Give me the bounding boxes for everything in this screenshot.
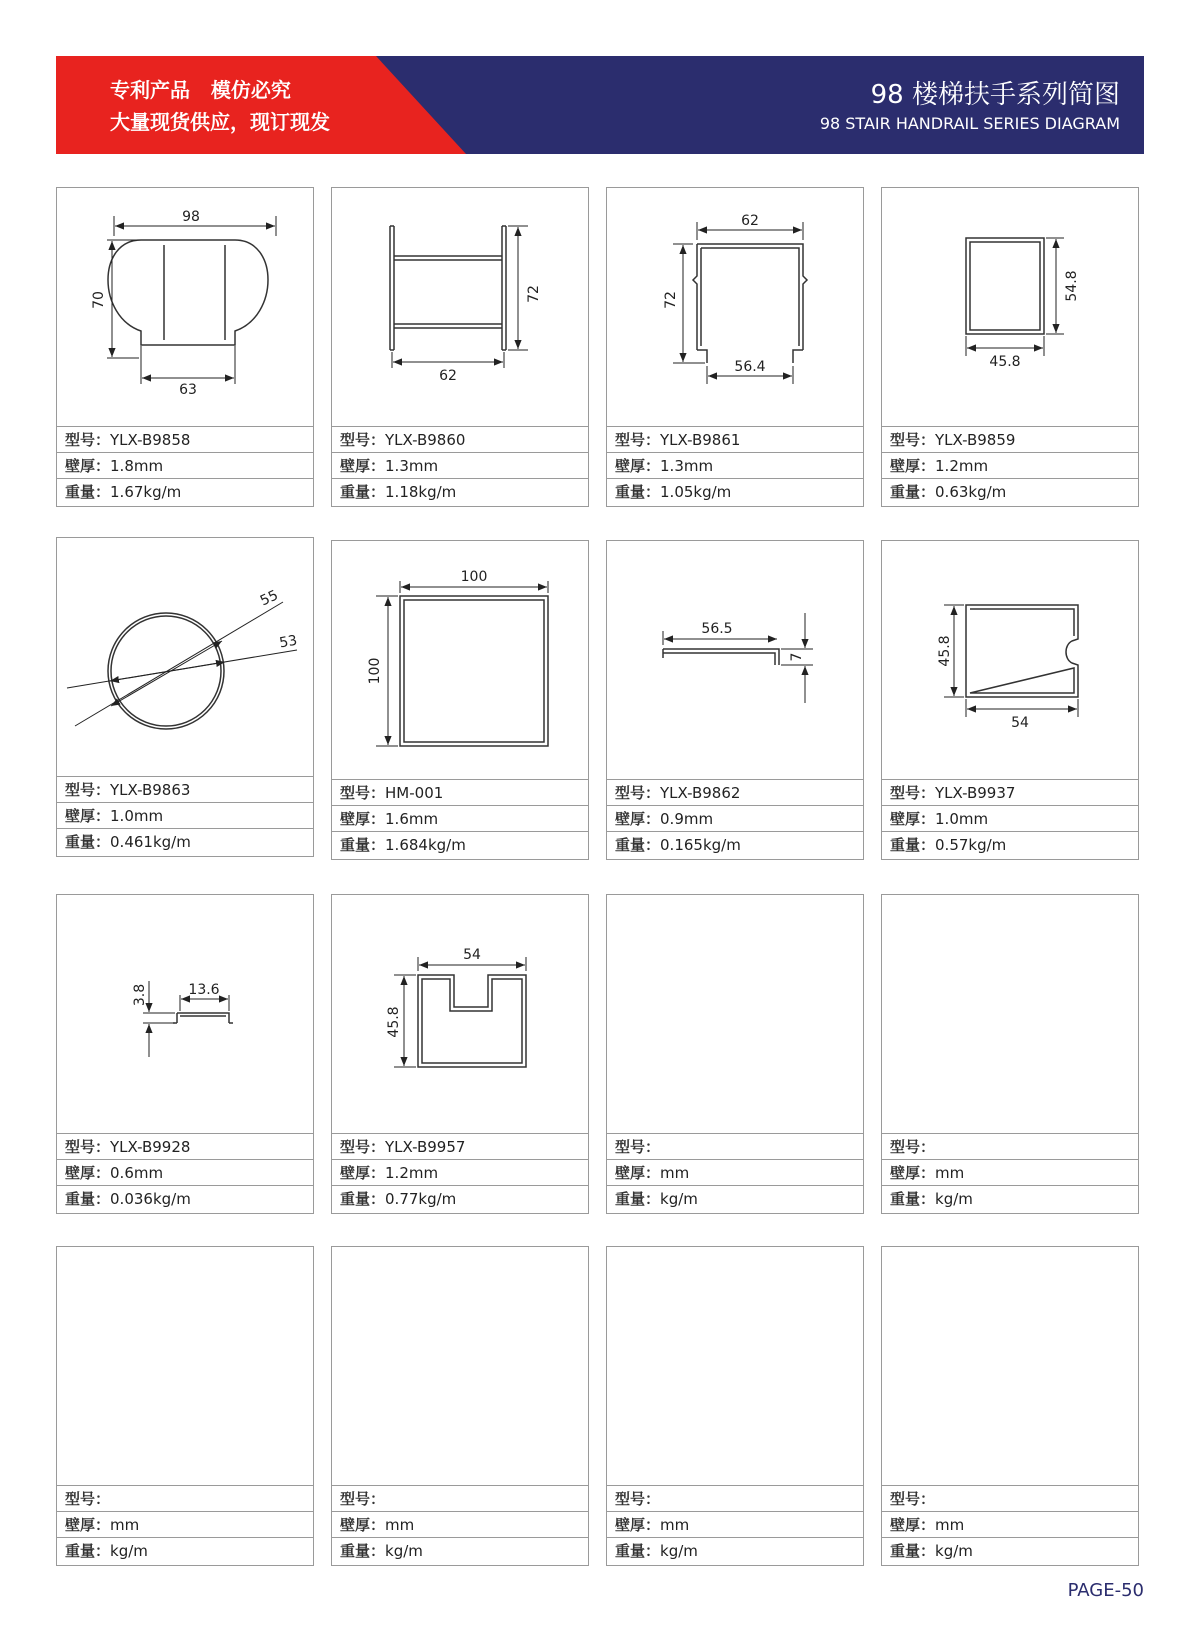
profile-drawing-empty (882, 895, 1138, 1133)
weight-value: 1.67kg/m (110, 483, 182, 501)
model-value: HM-001 (385, 784, 444, 802)
thickness-value: 1.3mm (660, 457, 714, 475)
thickness-value: 1.0mm (935, 810, 989, 828)
thickness-value: mm (385, 1516, 415, 1534)
thickness-row: 壁厚：mm (607, 1511, 863, 1537)
thickness-row: 壁厚：0.9mm (607, 805, 863, 831)
weight-row: 重量：0.036kg/m (57, 1185, 313, 1211)
product-card-9 (56, 894, 314, 1214)
thickness-row: 壁厚：1.6mm (332, 805, 588, 831)
profile-drawing-b9937 (882, 541, 1138, 779)
weight-row: 重量：1.684kg/m (332, 831, 588, 857)
thickness-row: 壁厚：1.3mm (332, 452, 588, 478)
weight-value: kg/m (385, 1542, 423, 1560)
product-card-12 (881, 894, 1139, 1214)
dim-height: 7 (789, 652, 805, 662)
model-row: 型号：YLX-B9861 (607, 426, 863, 452)
thickness-row: 壁厚：mm (332, 1511, 588, 1537)
thickness-value: mm (660, 1164, 690, 1182)
thickness-row: 壁厚：1.2mm (332, 1159, 588, 1185)
profile-drawing-b9858 (57, 188, 313, 426)
model-value: YLX-B9957 (385, 1138, 466, 1156)
header-tagline-2: 大量现货供应，现订现发 (110, 110, 330, 134)
header-red-panel (56, 56, 466, 154)
weight-row: 重量：0.461kg/m (57, 828, 313, 854)
weight-value: kg/m (110, 1542, 148, 1560)
page-number: PAGE-50 (1067, 1580, 1144, 1601)
dim-width: 54 (463, 947, 481, 963)
product-card-16 (881, 1246, 1139, 1566)
profile-drawing-empty (607, 1247, 863, 1485)
weight-row: 重量：0.63kg/m (882, 478, 1138, 504)
product-card-6 (331, 540, 589, 860)
weight-value: 1.05kg/m (660, 483, 732, 501)
dim-width: 45.8 (989, 354, 1021, 370)
profile-drawing-empty (607, 895, 863, 1133)
model-value: YLX-B9861 (660, 431, 741, 449)
product-card-1 (56, 187, 314, 507)
dim-height: 72 (526, 285, 542, 303)
dim-height: 45.8 (386, 1006, 402, 1038)
dim-height: 45.8 (937, 635, 953, 667)
header-tagline-1: 专利产品 模仿必究 (110, 78, 291, 102)
weight-value: 0.77kg/m (385, 1190, 457, 1208)
dim-width: 54 (1011, 715, 1029, 731)
product-card-14 (331, 1246, 589, 1566)
dim-width: 13.6 (188, 982, 220, 998)
thickness-value: 0.9mm (660, 810, 714, 828)
weight-row: 重量：kg/m (882, 1537, 1138, 1563)
dim-height: 100 (367, 657, 383, 685)
dim-width: 98 (182, 209, 200, 225)
weight-value: 1.684kg/m (385, 836, 466, 854)
profile-drawing-empty (332, 1247, 588, 1485)
model-row: 型号： (882, 1133, 1138, 1159)
model-row: 型号： (332, 1485, 588, 1511)
model-value: YLX-B9928 (110, 1138, 191, 1156)
dim-height: 3.8 (132, 983, 148, 1007)
thickness-value: 1.2mm (385, 1164, 439, 1182)
profile-drawing-empty (57, 1247, 313, 1485)
weight-row: 重量：1.67kg/m (57, 478, 313, 504)
weight-row: 重量：kg/m (607, 1185, 863, 1211)
model-row: 型号： (607, 1133, 863, 1159)
model-row: 型号：YLX-B9957 (332, 1133, 588, 1159)
model-row: 型号：YLX-B9860 (332, 426, 588, 452)
weight-row: 重量：kg/m (607, 1537, 863, 1563)
weight-value: 0.036kg/m (110, 1190, 191, 1208)
weight-row: 重量：0.57kg/m (882, 831, 1138, 857)
thickness-value: 1.6mm (385, 810, 439, 828)
header-banner (56, 56, 1144, 154)
weight-row: 重量：0.165kg/m (607, 831, 863, 857)
weight-value: 1.18kg/m (385, 483, 457, 501)
product-card-2 (331, 187, 589, 507)
product-card-13 (56, 1246, 314, 1566)
thickness-value: mm (660, 1516, 690, 1534)
product-card-3 (606, 187, 864, 507)
dim-bottom: 63 (179, 382, 197, 398)
weight-row: 重量：kg/m (882, 1185, 1138, 1211)
model-row: 型号： (57, 1485, 313, 1511)
product-card-15 (606, 1246, 864, 1566)
weight-row: 重量：1.18kg/m (332, 478, 588, 504)
weight-row: 重量：0.77kg/m (332, 1185, 588, 1211)
weight-value: 0.63kg/m (935, 483, 1007, 501)
profile-drawing-b9862 (607, 541, 863, 779)
thickness-row: 壁厚：mm (57, 1511, 313, 1537)
thickness-row: 壁厚：1.0mm (57, 802, 313, 828)
model-row: 型号：YLX-B9928 (57, 1133, 313, 1159)
product-card-7 (606, 540, 864, 860)
product-card-4 (881, 187, 1139, 507)
thickness-row: 壁厚：mm (607, 1159, 863, 1185)
model-row: 型号： (882, 1485, 1138, 1511)
dim-outer-diameter: 55 (257, 587, 281, 610)
thickness-value: 0.6mm (110, 1164, 164, 1182)
profile-drawing-b9928 (57, 895, 313, 1133)
product-card-8 (881, 540, 1139, 860)
thickness-value: mm (110, 1516, 140, 1534)
profile-drawing-b9957 (332, 895, 588, 1133)
model-row: 型号：YLX-B9862 (607, 779, 863, 805)
thickness-value: 1.8mm (110, 457, 164, 475)
thickness-value: mm (935, 1164, 965, 1182)
product-card-5 (56, 537, 314, 857)
profile-drawing-hm001 (332, 541, 588, 779)
dim-height: 54.8 (1064, 270, 1080, 302)
weight-value: kg/m (660, 1190, 698, 1208)
thickness-row: 壁厚：1.8mm (57, 452, 313, 478)
thickness-value: 1.0mm (110, 807, 164, 825)
thickness-row: 壁厚：1.0mm (882, 805, 1138, 831)
dim-width: 100 (460, 569, 488, 585)
thickness-value: 1.2mm (935, 457, 989, 475)
product-card-10 (331, 894, 589, 1214)
profile-drawing-b9863 (57, 538, 313, 776)
weight-value: kg/m (935, 1190, 973, 1208)
weight-value: 0.461kg/m (110, 833, 191, 851)
product-card-11 (606, 894, 864, 1214)
model-value: YLX-B9937 (935, 784, 1016, 802)
weight-value: 0.165kg/m (660, 836, 741, 854)
dim-height: 72 (663, 291, 679, 309)
model-row: 型号： (607, 1485, 863, 1511)
dim-width: 62 (741, 213, 759, 229)
model-row: 型号：YLX-B9859 (882, 426, 1138, 452)
thickness-value: 1.3mm (385, 457, 439, 475)
thickness-value: mm (935, 1516, 965, 1534)
model-value: YLX-B9862 (660, 784, 741, 802)
model-row: 型号：HM-001 (332, 779, 588, 805)
thickness-row: 壁厚：1.3mm (607, 452, 863, 478)
profile-drawing-b9859 (882, 188, 1138, 426)
weight-value: kg/m (935, 1542, 973, 1560)
dim-height: 70 (91, 291, 107, 309)
model-value: YLX-B9858 (110, 431, 191, 449)
model-value: YLX-B9859 (935, 431, 1016, 449)
model-value: YLX-B9860 (385, 431, 466, 449)
thickness-row: 壁厚：1.2mm (882, 452, 1138, 478)
thickness-row: 壁厚：0.6mm (57, 1159, 313, 1185)
model-row: 型号：YLX-B9937 (882, 779, 1138, 805)
thickness-row: 壁厚：mm (882, 1159, 1138, 1185)
weight-value: kg/m (660, 1542, 698, 1560)
header-title-en: 98 STAIR HANDRAIL SERIES DIAGRAM (819, 114, 1120, 133)
dim-bottom: 56.4 (734, 359, 766, 375)
weight-row: 重量：kg/m (57, 1537, 313, 1563)
weight-value: 0.57kg/m (935, 836, 1007, 854)
weight-row: 重量：kg/m (332, 1537, 588, 1563)
profile-drawing-b9861 (607, 188, 863, 426)
dim-width: 62 (439, 368, 457, 384)
model-row: 型号：YLX-B9858 (57, 426, 313, 452)
model-row: 型号：YLX-B9863 (57, 776, 313, 802)
weight-row: 重量：1.05kg/m (607, 478, 863, 504)
model-value: YLX-B9863 (110, 781, 191, 799)
dim-width: 56.5 (701, 621, 733, 637)
profile-drawing-b9860 (332, 188, 588, 426)
dim-inner-diameter: 53 (278, 632, 299, 652)
profile-drawing-empty (882, 1247, 1138, 1485)
header-title-cn: 98 楼梯扶手系列简图 (870, 80, 1120, 110)
thickness-row: 壁厚：mm (882, 1511, 1138, 1537)
